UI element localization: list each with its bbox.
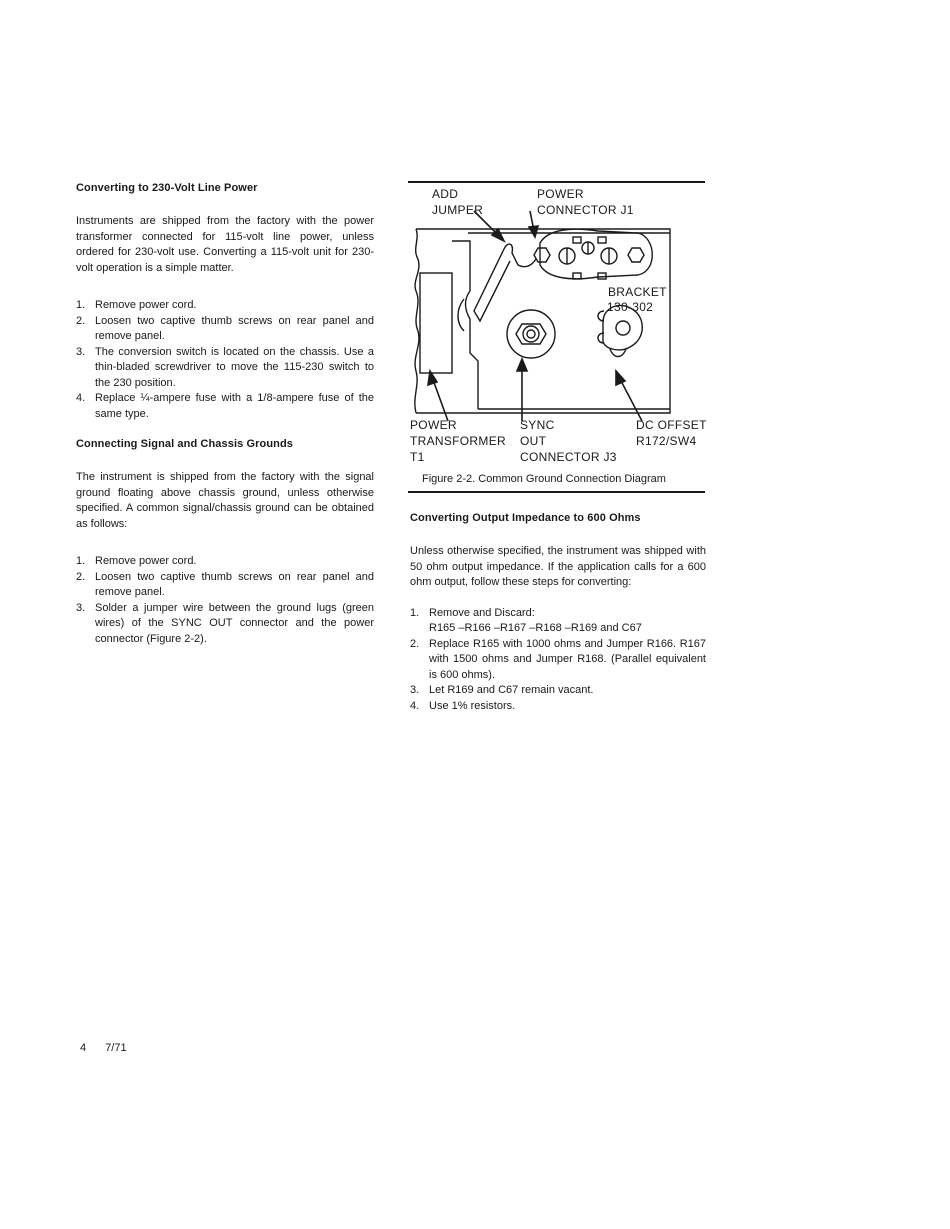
discard-list: R165 –R166 –R167 –R168 –R169 and C67	[429, 622, 642, 634]
label-t1: T1	[410, 450, 425, 464]
section-intro-230v: Instruments are shipped from the factory with the power transformer connected for 115-volt line power, unless ordered for 230-volt use. Converting a 115-volt unit for 230-volt operation is a simple matter.	[76, 215, 374, 274]
label-out: OUT	[520, 434, 547, 448]
page-number: 4	[80, 1042, 87, 1054]
transformer-bracket	[452, 241, 478, 409]
figure-caption: Figure 2-2. Common Ground Connection Diagram	[422, 473, 666, 485]
transformer-body	[420, 273, 452, 373]
figure-bottom-rule	[408, 491, 705, 493]
section-title-grounds: Connecting Signal and Chassis Grounds	[76, 438, 294, 450]
jumper-wire	[474, 249, 510, 321]
hex-nut-right	[628, 248, 644, 262]
revision-date: 7/71	[105, 1042, 127, 1054]
section-intro-grounds: The instrument is shipped from the factory with the signal ground floating above chassis ground, unless otherwise specified. A common signal/chassis ground can be obtained as follows:	[76, 471, 374, 530]
transformer-curve	[458, 299, 464, 331]
list-item: 3. Solder a jumper wire between the ground lugs (green wires) of the SYNC OUT connector and the power connector (Figure 2-2).	[76, 601, 374, 645]
hex-nut-left	[534, 248, 550, 262]
steps-impedance	[410, 606, 706, 715]
dc-offset-shaft	[616, 321, 630, 335]
list-item: 1. Remove power cord.	[76, 555, 197, 567]
steps-230v	[76, 298, 374, 422]
list-item: 3. The conversion switch is located on the chassis. Use a thin-bladed screwdriver to move the 115-230 switch to the 230 position.	[76, 345, 374, 389]
list-item: 1. Remove and Discard: R165 –R166 –R167 –R168 –R169 and C67	[410, 606, 706, 637]
list-item: 2. Replace R165 with 1000 ohms and Jumper R166. R167 with 1500 ohms and Jumper R168. (Parallel equivalent is 600 ohms).	[410, 637, 706, 681]
section-title-impedance: Converting Output Impedance to 600 Ohms	[410, 512, 641, 524]
label-power-bottom: POWER	[410, 418, 457, 432]
list-item: 1. Remove power cord.	[76, 299, 197, 311]
label-connector-j3: CONNECTOR J3	[520, 450, 617, 464]
list-item: 4. Replace ¼-ampere fuse with a 1/8-ampere fuse of the same type.	[76, 392, 374, 420]
connector-tab	[573, 237, 581, 243]
section-title-230v: Converting to 230-Volt Line Power	[76, 182, 258, 194]
sync-out-hex	[516, 324, 546, 344]
connector-tab	[598, 237, 606, 243]
chassis-outline	[416, 229, 670, 413]
label-connector-j1: CONNECTOR J1	[537, 203, 634, 217]
label-sync: SYNC	[520, 418, 555, 432]
figure-2-2	[408, 181, 705, 493]
label-power-top: POWER	[537, 187, 584, 201]
list-item: 3. Let R169 and C67 remain vacant.	[410, 684, 594, 696]
list-item: 4. Use 1% resistors.	[410, 699, 516, 712]
label-transformer: TRANSFORMER	[410, 434, 506, 448]
power-connector-body	[540, 229, 652, 279]
page-footer	[80, 1042, 143, 1054]
section-intro-impedance: Unless otherwise specified, the instrument was shipped with 50 ohm output impedance. If the application calls for a 600 ohm output, follow these steps for converting:	[410, 545, 706, 588]
sync-out-connector	[507, 310, 555, 358]
arrow-dc-offset	[620, 379, 642, 421]
label-jumper: JUMPER	[432, 203, 484, 217]
steps-grounds	[76, 554, 374, 647]
sync-out-center	[523, 326, 539, 342]
chassis-break-edge	[415, 229, 419, 413]
left-column	[76, 182, 374, 647]
list-item: 2. Loosen two captive thumb screws on rear panel and remove panel.	[76, 314, 374, 342]
label-r172: R172/SW4	[636, 434, 697, 448]
label-bracket: BRACKET	[608, 285, 667, 299]
right-column	[410, 512, 706, 714]
list-item: 2. Loosen two captive thumb screws on rear panel and remove panel.	[76, 570, 374, 598]
label-bracket-number: 130-302	[607, 300, 654, 314]
label-dc-offset: DC OFFSET	[636, 418, 707, 432]
label-add: ADD	[432, 187, 459, 201]
